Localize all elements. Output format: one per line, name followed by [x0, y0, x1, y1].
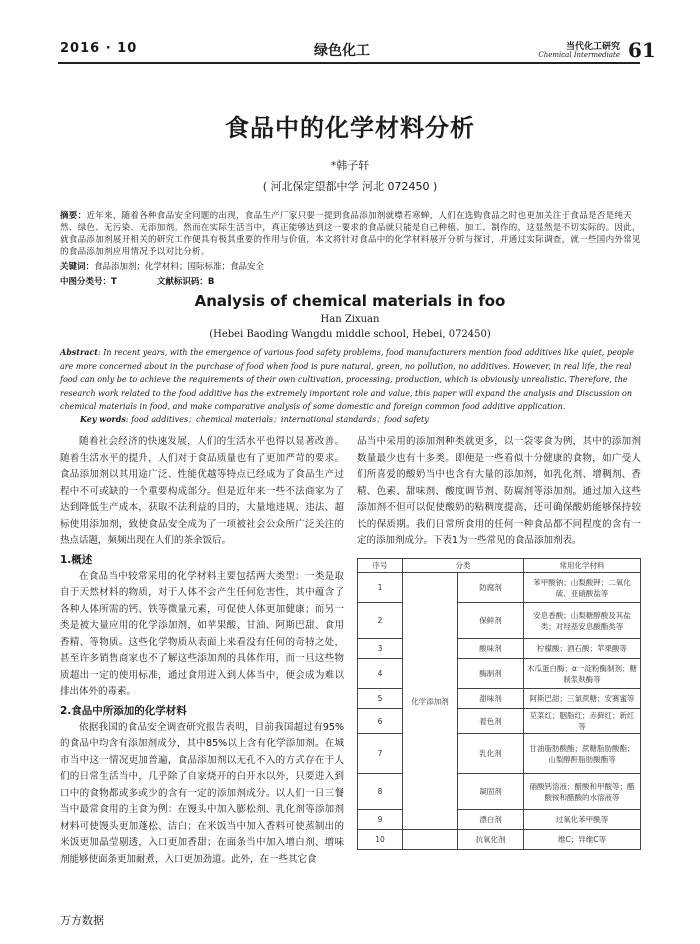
page-number: 61 — [628, 38, 656, 62]
table-cell: 9 — [358, 810, 403, 830]
table-cell: 过氧化苯甲酰等 — [524, 810, 641, 830]
english-abstract-label: Abstract — [60, 347, 98, 357]
table-cell: 凝固剂 — [458, 774, 524, 810]
table-cell: 着色剂 — [458, 709, 524, 734]
table-cell: 1 — [358, 573, 403, 603]
table-cell: 甘油脂肪酸酯；蔗糖脂肪酸酯；山梨醇酐脂肪酸酯等 — [524, 734, 641, 774]
table-cell: 2 — [358, 603, 403, 639]
article-title: 食品中的化学材料分析 — [225, 114, 475, 142]
table-header-row — [358, 559, 641, 573]
header-cell: 常用化学材料 — [524, 559, 641, 573]
footer-source: 万方数据 — [60, 914, 104, 927]
header-cell: 分类 — [403, 559, 524, 573]
classification — [60, 275, 642, 287]
abstract-label: 摘要： — [60, 211, 87, 221]
abstract-text: 近年来，随着各种食品安全问题的出现，食品生产厂家只要一提到食品添加剂就噤若寒蝉，人们在选购食品之时也更加关注于食品是否是纯天然、绿色、无污染、无添加剂。然而在实际生活当中，真正能够达到这一要求的食品就只能是自己种植、加工、制作的，这显然是不切实际的。因此，就食品添加剂展开相关的研究工作便具有极其重要的作用与价值，本文将针对食品中的化学材料展开分析与探讨，并通过实际调查，就一些国内外常见的食品添加剂应用情况予以对比分析。 — [60, 211, 641, 257]
english-abstract-text: : In recent years, with the emergence of various food safety problems, food manufacturers mention food additives like quiet, people are more concerned about in the purchase of food when food is pure natural, green, no pollution, no additives. However, in real life, the real food can only be to achieve the requirements of their own cultivation, processing, production, which is obviously unrealistic. Therefore, the research work related to the food additive has the extremely important role and value, this paper will expand the analysis and Discussion on chemical materials in food, and make comparative analysis of some domestic and foreign common food additive application. — [60, 348, 635, 411]
table-cell: 苋菜红；胭脂红；赤藓红；新红等 — [524, 709, 641, 734]
table-row — [358, 810, 641, 830]
journal-name: 绿色化工 — [314, 43, 370, 59]
table-cell: 苯甲酸钠；山梨酸钾；二氧化硫、亚硝酸盐等 — [524, 573, 641, 603]
paragraph: 随着社会经济的快速发展，人们的生活水平也得以显著改善。随着生活水平的提升，人们对于食品质量也有了更加严苛的要求。食品添加剂以其用途广泛、性能优越等特点已经成为了食品生产过程中不可或缺的一个重要构成部分。但是近年来一些不法商家为了达到降低生产成本，获取不法利益的目的，大量地违规、违法、超标使用添加剂，致使食品安全成为了一项被社会公众所广泛关注的热点话题，频频出现在人们的茶余饭后。 — [60, 436, 344, 546]
english-abstract — [60, 346, 642, 414]
table-cell: 安息香酸；山梨糖醇酸及其盐类；对羟基安息酸酯类等 — [524, 603, 641, 639]
paragraph: 在食品当中较常采用的化学材料主要包括两大类型：一类是取自于天然材料的物质，对于人体不会产生任何危害性，其中蕴含了各种人体所需的钙、铁等微量元素，可促使人体更加健康；而另一类是被大量应用的化学添加剂，如苹果酸、甘油、阿斯巴甜、食用香精、等物质。这些化学物质从表面上来看没有任何的奇特之处，甚至许多销售商家也不了解这些添加剂的具体作用，而一旦这些物质超出一定的使用标准，通过食用进入到人体当中，便会成为难以排出体外的毒素。 — [60, 570, 344, 697]
affiliation: ( 河北保定望都中学 河北 072450 ) — [262, 180, 438, 193]
table-cell: 柠檬酸；酒石酸；苹果酸等 — [524, 639, 641, 659]
paragraph: 依据我国的食品安全调查研究报告表明，目前我国超过有95%的食品中均含有添加剂成分，其中85%以上含有化学添加剂。在城市当中这一情况更加普遍，食品添加剂以无孔不入的方式存在于人们的日常生活当中，几乎除了自家烧开的白开水以外，只要进入到口中的食物都或多或少的含有一定的添加剂成分。以人们一日三餐当中最常食用的主食为例：在馒头中加入膨松剂、乳化剂等添加剂材料可使馒头更加蓬松、洁白；在米饭当中加入香料可使蒸制出的米饭更加晶莹剔透，入口更加香甜；在面条当中加入增白剂、增味剂能够使面条更加耐煮，入口更加劲道。此外，在一些其它食 — [60, 721, 344, 865]
table-cell: 抗氧化剂 — [458, 830, 524, 850]
brand-logo-en: Chemical Intermediate — [538, 51, 620, 59]
table-row — [358, 689, 641, 709]
body-column-right — [357, 434, 641, 550]
table-row — [358, 774, 641, 810]
english-keywords-text: : food additives；chemical materials；international standards；food safety — [125, 415, 429, 424]
table-row — [358, 734, 641, 774]
table-cell: 4 — [358, 659, 403, 689]
table-cell — [403, 830, 458, 850]
header-cell: 序号 — [358, 559, 403, 573]
paragraph: 品当中采用的添加剂种类就更多，以一袋零食为例，其中的添加剂数量最少也有十多类。即便是一些看似十分健康的食物，如广受人们所喜爱的酸奶当中也含有大量的添加剂，如乳化剂、增稠剂、香精、色素、甜味剂、酸度调节剂、防腐剂等添加剂。通过加入这些添加剂不但可以促使酸奶的粘稠度提高，还可确保酸奶能够保持较长的保质期。我们日常所食用的任何一种食品都不同程度的含有一定的添加剂成分。下表1为一些常见的食品添加剂表。 — [357, 436, 641, 546]
table-category-cell: 化学添加剂 — [403, 573, 458, 830]
table-row — [358, 603, 641, 639]
table-cell: 7 — [358, 734, 403, 774]
additive-table — [357, 558, 641, 850]
english-keywords — [80, 414, 640, 425]
table-cell: 硝酸钙溶液；醋酸和甲酸等；醋酸铵和醋酸的水溶液等 — [524, 774, 641, 810]
section-heading: 2.食品中所添加的化学材料 — [60, 704, 187, 717]
table-cell: 漂白剂 — [458, 810, 524, 830]
abstract-cn — [60, 210, 642, 258]
table-cell: 阿斯巴甜；三氯蔗糖；安赛蜜等 — [524, 689, 641, 709]
table-cell: 10 — [358, 830, 403, 850]
table-cell: 酶制剂 — [458, 659, 524, 689]
issue-label: 2016 · 10 — [60, 41, 138, 56]
body-column-left — [60, 434, 344, 868]
brand-logo: 当代化工研究 — [565, 42, 620, 52]
table-cell: 保鲜剂 — [458, 603, 524, 639]
english-affiliation: (Hebei Baoding Wangdu middle school, Hebei, 072450) — [209, 329, 491, 340]
english-author: Han Zixuan — [320, 314, 380, 325]
table-row — [358, 830, 641, 850]
doc-code: 文献标识码：B — [156, 277, 215, 287]
table-cell: 乳化剂 — [458, 734, 524, 774]
keywords-label: 关键词： — [60, 262, 95, 272]
table-cell: 防腐剂 — [458, 573, 524, 603]
english-keywords-label: Key words — [80, 414, 126, 424]
table-cell: 维C；异维C等 — [524, 830, 641, 850]
keywords-text: 食品添加剂；化学材料；国际标准；食品安全 — [94, 262, 265, 272]
english-title: Analysis of chemical materials in foo — [194, 292, 506, 310]
table-cell: 酸味剂 — [458, 639, 524, 659]
section-heading: 1.概述 — [60, 553, 93, 566]
keywords-cn — [60, 260, 642, 272]
table-cell: 8 — [358, 774, 403, 810]
header-rule — [58, 62, 640, 64]
table-row — [358, 639, 641, 659]
clc-number: 中图分类号：T — [60, 277, 117, 287]
table-row — [358, 573, 641, 603]
table-cell: 6 — [358, 709, 403, 734]
table-cell: 甜味剂 — [458, 689, 524, 709]
author: *韩子轩 — [330, 159, 370, 172]
table-cell: 5 — [358, 689, 403, 709]
table-cell: 木瓜蛋白酶；α一淀粉酶制剂；糖制浆麸酶等 — [524, 659, 641, 689]
table-row — [358, 659, 641, 689]
table-cell: 3 — [358, 639, 403, 659]
table-row — [358, 709, 641, 734]
